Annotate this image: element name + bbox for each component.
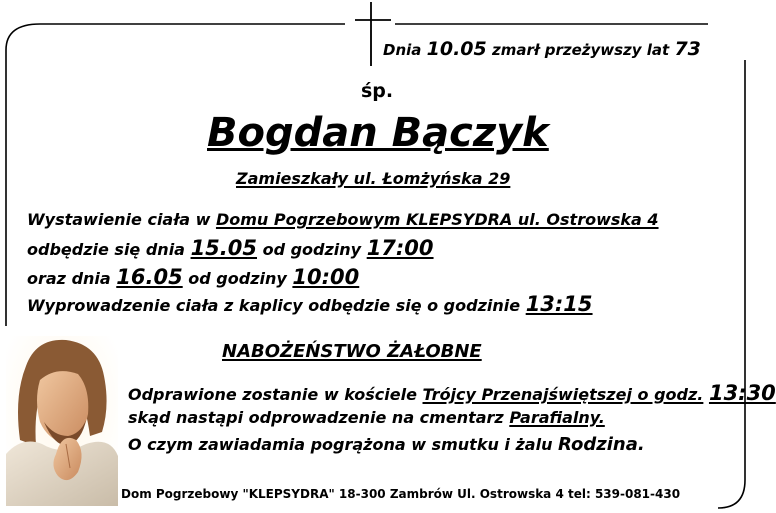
- viewing-place: Domu Pogrzebowym KLEPSYDRA ul. Ostrowska 4: [215, 210, 659, 229]
- age: 73: [674, 38, 701, 60]
- praying-jesus-image: [6, 336, 118, 506]
- footer-contact: Dom Pogrzebowy "KLEPSYDRA" 18-300 Zambrów Ul. Ostrowska 4 tel: 539-081-430: [121, 487, 681, 501]
- viewing-line-4: Wyprowadzenie ciała z kaplicy odbędzie się o godzinie 13:15: [27, 292, 593, 316]
- service-line-2: skąd nastąpi odprowadzenie na cmentarz Parafialny.: [128, 408, 605, 427]
- viewing-line-1: Wystawienie ciała w Domu Pogrzebowym KLEPSYDRA ul. Ostrowska 4: [27, 210, 659, 229]
- service-line-3: O czym zawiadamia pogrążona w smutku i żalu Rodzina.: [128, 434, 645, 455]
- death-date: 10.05: [426, 38, 487, 60]
- deceased-name: Bogdan Bączyk: [207, 110, 549, 156]
- viewing-line-3: oraz dnia 16.05 od godziny 10:00: [27, 265, 360, 289]
- cemetery-name: Parafialny.: [509, 408, 605, 427]
- address: Zamieszkały ul. Łomżyńska 29: [236, 169, 511, 188]
- mass-time: 13:30: [708, 381, 776, 405]
- death-info: Dnia 10.05 zmarł przeżywszy lat 73: [383, 38, 701, 60]
- service-heading: NABOŻEŃSTWO ŻAŁOBNE: [222, 341, 482, 362]
- viewing-date-1: 15.05: [190, 236, 257, 260]
- church-name: Trójcy Przenajświętszej o godz.: [422, 385, 704, 404]
- family: Rodzina.: [558, 434, 645, 455]
- departure-time: 13:15: [525, 292, 593, 316]
- viewing-time-1: 17:00: [366, 236, 434, 260]
- viewing-time-2: 10:00: [292, 265, 360, 289]
- viewing-line-2: odbędzie się dnia 15.05 od godziny 17:00: [27, 236, 434, 260]
- title-prefix: śp.: [361, 80, 394, 102]
- service-line-1: Odprawione zostanie w kościele Trójcy Przenajświętszej o godz. 13:30: [128, 381, 776, 405]
- viewing-date-2: 16.05: [116, 265, 183, 289]
